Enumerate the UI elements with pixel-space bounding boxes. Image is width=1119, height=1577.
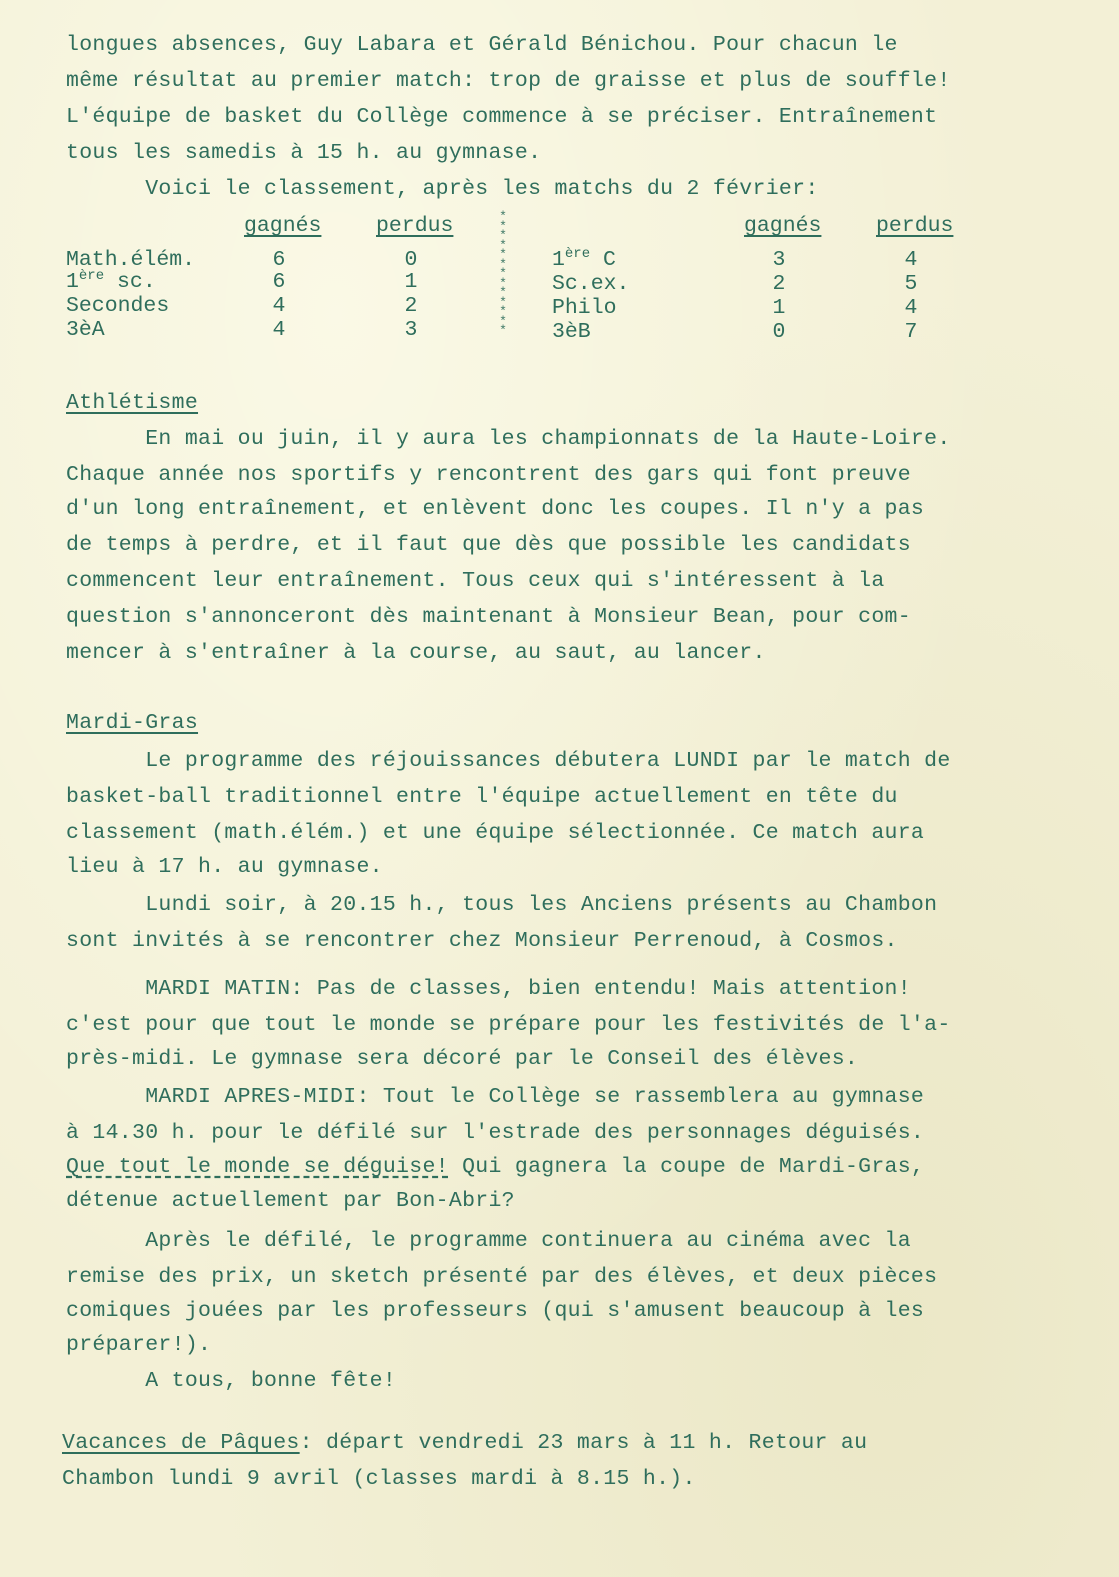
header-won-right: gagnés: [744, 214, 822, 238]
won-value: 1: [772, 296, 786, 320]
text-line: classement (math.élém.) et une équipe sélectionnée. Ce match aura: [66, 821, 925, 845]
lost-value: 0: [404, 248, 418, 272]
lost-value: 4: [904, 296, 918, 320]
won-value: 3: [772, 248, 786, 272]
text-line: longues absences, Guy Labara et Gérald Bénichou. Pour chacun le: [66, 33, 898, 57]
text-line: A tous, bonne fête!: [66, 1369, 397, 1393]
text-line: à 14.30 h. pour le défilé sur l'estrade des personnages déguisés.: [66, 1121, 925, 1145]
lost-value: 7: [904, 320, 918, 344]
text-line: c'est pour que tout le monde se prépare pour les festivités de l'a-: [66, 1013, 951, 1037]
section-heading-vacances: Vacances de Pâques: [62, 1431, 300, 1455]
team-name: Philo: [552, 296, 617, 320]
text-line: commencent leur entraînement. Tous ceux qui s'intéressent à la: [66, 569, 885, 593]
text-line: Lundi soir, à 20.15 h., tous les Anciens présents au Chambon: [66, 893, 938, 917]
text-line: Le programme des réjouissances débutera LUNDI par le match de: [66, 749, 951, 773]
text-line: Voici le classement, après les matchs du 2 février:: [66, 177, 819, 201]
text-line: Après le défilé, le programme continuera au cinéma avec la: [66, 1229, 911, 1253]
team-name: 3èA: [66, 318, 105, 342]
text-line: Chaque année nos sportifs y rencontrent des gars qui font preuve: [66, 463, 911, 487]
text-line: Vacances de Pâques: départ vendredi 23 mars à 11 h. Retour au: [62, 1431, 868, 1455]
text-line: MARDI MATIN: Pas de classes, bien entendu! Mais attention!: [66, 977, 911, 1001]
text-line: tous les samedis à 15 h. au gymnase.: [66, 141, 542, 165]
team-name: Secondes: [66, 294, 170, 318]
lost-value: 5: [904, 272, 918, 296]
text-line: d'un long entraînement, et enlèvent donc les coupes. Il n'y a pas: [66, 497, 925, 521]
text-line: L'équipe de basket du Collège commence à se préciser. Entraînement: [66, 105, 938, 129]
won-value: 4: [272, 294, 286, 318]
text-line: préparer!).: [66, 1333, 212, 1357]
text-line: mencer à s'entraîner à la course, au saut, au lancer.: [66, 641, 766, 665]
text-line: comiques jouées par les professeurs (qui s'amusent beaucoup à les: [66, 1299, 925, 1323]
won-value: 6: [272, 248, 286, 272]
lost-value: 1: [404, 270, 418, 294]
lost-value: 4: [904, 248, 918, 272]
text-line: Chambon lundi 9 avril (classes mardi à 8.15 h.).: [62, 1467, 696, 1491]
won-value: 2: [772, 272, 786, 296]
text-line: sont invités à se rencontrer chez Monsieur Perrenoud, à Cosmos.: [66, 929, 898, 953]
header-won-left: gagnés: [244, 214, 322, 238]
team-name: Math.élém.: [66, 248, 196, 272]
section-heading-athletisme: Athlétisme: [66, 391, 199, 415]
text-line: lieu à 17 h. au gymnase.: [66, 855, 383, 879]
text-line: Que tout le monde se déguise! Qui gagnera la coupe de Mardi-Gras,: [66, 1155, 925, 1179]
underlined-phrase: Que tout le monde se déguise!: [66, 1155, 449, 1179]
text-line: près-midi. Le gymnase sera décoré par le Conseil des élèves.: [66, 1047, 859, 1071]
text-line: basket-ball traditionnel entre l'équipe actuellement en tête du: [66, 785, 898, 809]
text-line: même résultat au premier match: trop de graisse et plus de souffle!: [66, 69, 951, 93]
column-separator: * * * * * * * * * * * * *: [499, 209, 507, 338]
text-line: détenue actuellement par Bon-Abri?: [66, 1189, 515, 1213]
section-heading-mardi-gras: Mardi-Gras: [66, 711, 199, 735]
won-value: 0: [772, 320, 786, 344]
text-line: En mai ou juin, il y aura les championnats de la Haute-Loire.: [66, 427, 951, 451]
text-line: MARDI APRES-MIDI: Tout le Collège se rassemblera au gymnase: [66, 1085, 925, 1109]
team-name: 1ère C: [552, 245, 616, 272]
header-lost-right: perdus: [876, 214, 954, 238]
lost-value: 2: [404, 294, 418, 318]
team-name: Sc.ex.: [552, 272, 630, 296]
team-name: 1ère sc.: [66, 267, 156, 294]
team-name: 3èB: [552, 320, 591, 344]
lost-value: 3: [404, 318, 418, 342]
text-line: remise des prix, un sketch présenté par des élèves, et deux pièces: [66, 1265, 938, 1289]
text-line: de temps à perdre, et il faut que dès que possible les candidats: [66, 533, 911, 557]
header-lost-left: perdus: [376, 214, 454, 238]
won-value: 6: [272, 270, 286, 294]
text-line: question s'annonceront dès maintenant à Monsieur Bean, pour com-: [66, 605, 911, 629]
won-value: 4: [272, 318, 286, 342]
